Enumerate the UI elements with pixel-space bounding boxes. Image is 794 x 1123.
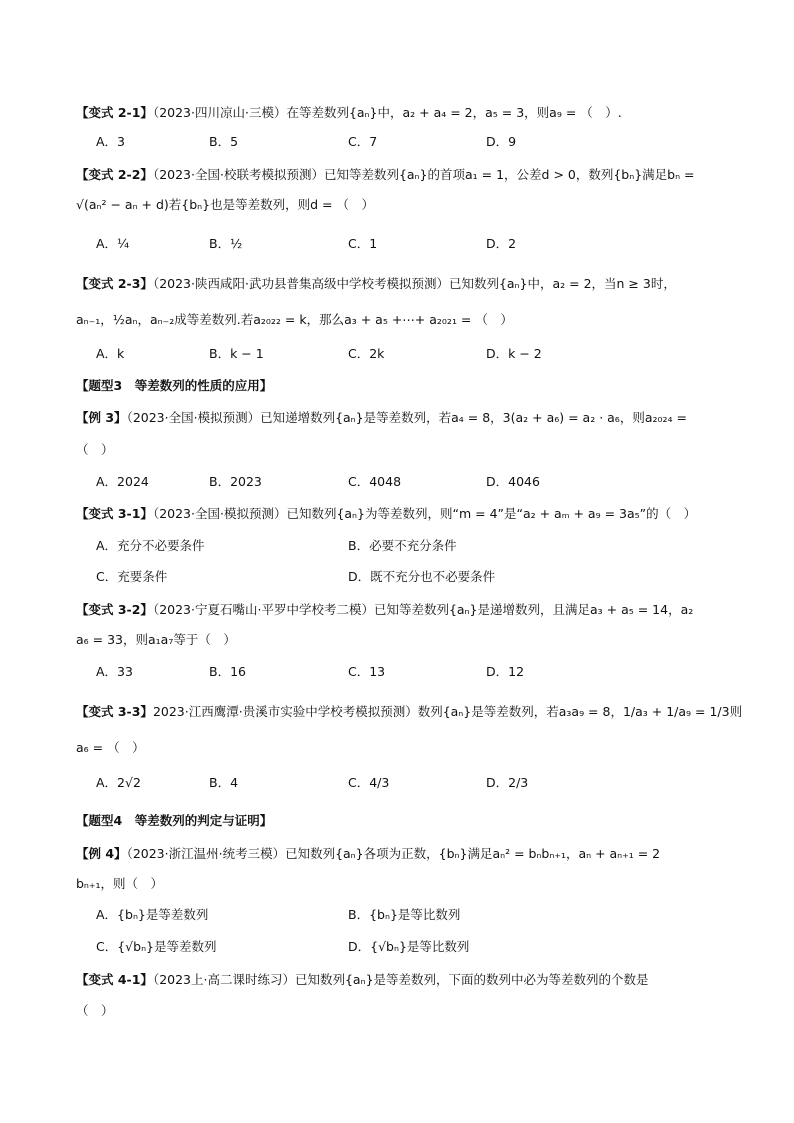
question-tag: 【例 4】: [76, 846, 127, 861]
option-a: A．33: [96, 664, 133, 679]
question-tag: 【变式 2-1】: [76, 105, 153, 120]
section-heading: 【题型3 等差数列的性质的应用】: [76, 378, 273, 393]
option-a: A．2√2: [96, 775, 141, 790]
option-a: A．2024: [96, 474, 149, 489]
question-text: 2023·江西鹰潭·贵溪市实验中学校考模拟预测）数列{aₙ}是等差数列，若a₃a₉ = 8，1/a₃ + 1/a₉ = 1/3则: [152, 704, 743, 719]
question-text: （2023·全国·校联考模拟预测）已知等差数列{aₙ}的首项a₁ = 1，公差d > 0，数列{bₙ}满足bₙ =: [152, 167, 695, 182]
section-heading: 【题型4 等差数列的判定与证明】: [76, 813, 273, 828]
question-3-3: [76, 703, 742, 721]
question-text-line2: a₆ = （ ）: [76, 740, 145, 755]
option-c: C．4048: [348, 474, 402, 489]
option-b: B．{bₙ}是等比数列: [348, 907, 461, 922]
question-tag: 【例 3】: [76, 410, 127, 425]
question-tag: 【变式 2-3】: [76, 276, 153, 291]
question-text-line2: aₙ₋₁，½aₙ，aₙ₋₂成等差数列.若a₂₀₂₂ = k，那么a₃ + a₅ +⋯+ a₂₀₂₁ = （ ）: [76, 312, 513, 327]
question-text-line2: a₆ = 33，则a₁a₇等于（ ）: [76, 632, 236, 647]
question-tag: 【变式 3-3】: [76, 704, 153, 719]
option-c: C．4/3: [348, 775, 390, 790]
question-3-1: [76, 505, 696, 523]
option-b: B．5: [209, 134, 239, 149]
question-4-1: [76, 971, 649, 989]
option-a: A．充分不必要条件: [96, 538, 205, 553]
option-d: D．{√bₙ}是等比数列: [348, 939, 470, 954]
option-c: C．{√bₙ}是等差数列: [96, 939, 217, 954]
option-d: D．2/3: [486, 775, 529, 790]
question-text-line2: （ ）: [76, 1003, 114, 1018]
example-4: [76, 845, 660, 863]
question-2-3: [76, 275, 676, 293]
option-d: D．9: [486, 134, 517, 149]
option-d: D．4046: [486, 474, 540, 489]
option-b: B．16: [209, 664, 246, 679]
question-2-1: [76, 104, 622, 122]
question-text-line2: （ ）: [76, 442, 114, 457]
question-3-2: [76, 601, 693, 619]
option-c: C．1: [348, 236, 378, 251]
option-a: A．¼: [96, 236, 130, 251]
question-2-2: [76, 166, 695, 184]
option-a: A．{bₙ}是等差数列: [96, 907, 209, 922]
question-tag: 【变式 3-2】: [76, 602, 153, 617]
option-b: B．必要不充分条件: [348, 538, 457, 553]
question-text: （2023·全国·模拟预测）已知数列{aₙ}为等差数列，则“m = 4”是“a₂ + aₘ + a₉ = 3a₅”的（ ）: [152, 506, 697, 521]
question-text: （2023上·高二课时练习）已知数列{aₙ}是等差数列，下面的数列中必为等差数列的个数是: [152, 972, 649, 987]
option-c: C．13: [348, 664, 386, 679]
question-tag: 【变式 3-1】: [76, 506, 153, 521]
option-d: D．k − 2: [486, 346, 542, 361]
option-d: D．既不充分也不必要条件: [348, 569, 496, 584]
question-text: （2023·宁夏石嘴山·平罗中学校考二模）已知等差数列{aₙ}是递增数列，且满足a₃ + a₅ = 14，a₂: [152, 602, 694, 617]
option-b: B．½: [209, 236, 243, 251]
question-tag: 【变式 2-2】: [76, 167, 153, 182]
option-d: D．2: [486, 236, 517, 251]
question-text: （2023·陕西咸阳·武功县普集高级中学校考模拟预测）已知数列{aₙ}中，a₂ = 2，当n ≥ 3时，: [152, 276, 676, 291]
example-3: [76, 409, 687, 427]
option-b: B．k − 1: [209, 346, 264, 361]
option-c: C．充要条件: [96, 569, 168, 584]
question-text-line2: √(aₙ² − aₙ + d)若{bₙ}也是等差数列，则d = （ ）: [76, 197, 374, 212]
question-text: （2023·浙江温州·统考三模）已知数列{aₙ}各项为正数，{bₙ}满足aₙ² = bₙbₙ₊₁，aₙ + aₙ₊₁ = 2: [126, 846, 661, 861]
question-tag: 【变式 4-1】: [76, 972, 153, 987]
option-b: B．2023: [209, 474, 262, 489]
option-d: D．12: [486, 664, 525, 679]
option-c: C．2k: [348, 346, 385, 361]
option-a: A．k: [96, 346, 125, 361]
question-text: （2023·全国·模拟预测）已知递增数列{aₙ}是等差数列，若a₄ = 8，3(a₂ + a₆) = a₂ · a₆，则a₂₀₂₄ =: [126, 410, 687, 425]
question-text: （2023·四川凉山·三模）在等差数列{aₙ}中，a₂ + a₄ = 2，a₅ = 3，则a₉ = （ ）.: [152, 105, 622, 120]
option-c: C．7: [348, 134, 378, 149]
question-text-line2: bₙ₊₁，则（ ）: [76, 876, 164, 891]
option-b: B．4: [209, 775, 239, 790]
option-a: A．3: [96, 134, 126, 149]
